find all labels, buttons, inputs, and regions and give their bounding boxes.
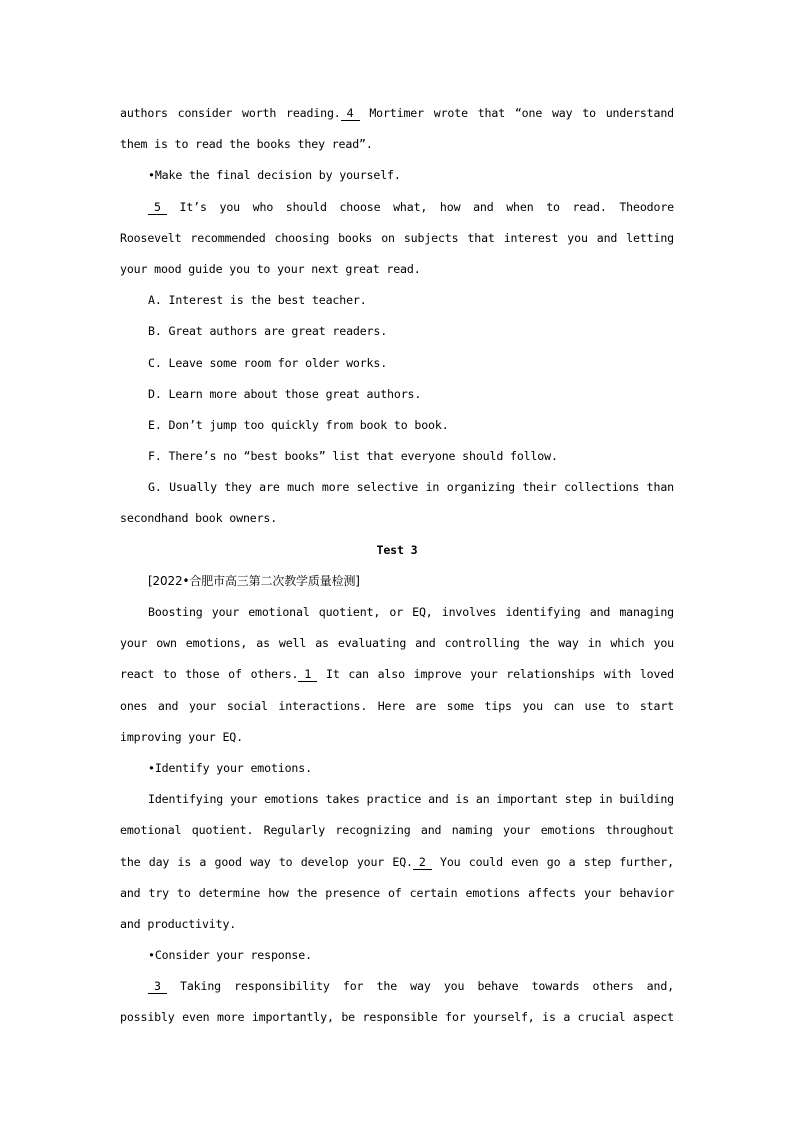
text-line: your mood guide you to your next great read. <box>120 261 421 276</box>
text-line <box>120 192 674 223</box>
option-g: G. Usually they are much more selective in organizing their collections than <box>148 480 674 495</box>
text-span: You could even go a step further, <box>440 854 674 869</box>
text-line <box>120 971 674 1002</box>
document-page <box>120 98 674 1034</box>
text-line: possibly even more importantly, be responsible for yourself, is a crucial aspect <box>120 1010 674 1025</box>
source-citation: [2022•合肥市高三第二次教学质量检测] <box>148 573 360 588</box>
text-span: It can also improve your relationships with loved <box>325 667 674 682</box>
text-line: and productivity. <box>120 916 237 931</box>
option-b: B. Great authors are great readers. <box>148 324 388 339</box>
option-a: A. Interest is the best teacher. <box>148 293 367 308</box>
text-line <box>120 659 674 690</box>
text-line: your own emotions, as well as evaluating and controlling the way in which you <box>120 636 674 651</box>
answer-blank-5: 5 <box>148 200 167 215</box>
answer-blank-4: 4 <box>341 106 360 121</box>
text-span: Mortimer wrote that “one way to understand <box>369 106 674 120</box>
text-span: It’s you who should choose what, how and when to read. Theodore <box>179 199 674 214</box>
option-c: C. Leave some room for older works. <box>148 355 388 370</box>
text-line: Identifying your emotions takes practice and is an important step in building <box>148 792 674 807</box>
option-e: E. Don’t jump too quickly from book to book. <box>148 417 449 432</box>
bullet-heading: •Identify your emotions. <box>148 760 312 775</box>
answer-blank-2: 2 <box>413 855 432 870</box>
text-span: authors consider worth reading. <box>120 106 341 120</box>
answer-blank-1: 1 <box>298 667 317 682</box>
option-d: D. Learn more about those great authors. <box>148 386 422 401</box>
bullet-heading: •Make the final decision by yourself. <box>148 168 401 183</box>
text-line: improving your EQ. <box>120 729 243 744</box>
option-f: F. There’s no “best books” list that everyone should follow. <box>148 449 558 464</box>
text-span: Taking responsibility for the way you behave towards others and, <box>180 979 674 994</box>
answer-blank-3: 3 <box>148 979 167 994</box>
bullet-heading: •Consider your response. <box>148 948 312 963</box>
text-span: the day is a good way to develop your EQ. <box>120 854 413 869</box>
test-title: Test 3 <box>376 542 418 557</box>
text-line <box>120 98 674 129</box>
text-line <box>120 847 674 878</box>
text-line: and try to determine how the presence of certain emotions affects your behavior <box>120 885 674 900</box>
text-line: ones and your social interactions. Here are some tips you can use to start <box>120 698 674 713</box>
text-line: Boosting your emotional quotient, or EQ, involves identifying and managing <box>148 605 674 619</box>
text-line: emotional quotient. Regularly recognizing and naming your emotions throughout <box>120 823 674 838</box>
option-g-continuation: secondhand book owners. <box>120 511 278 526</box>
text-line: Roosevelt recommended choosing books on subjects that interest you and letting <box>120 230 674 245</box>
text-span: react to those of others. <box>120 667 299 682</box>
text-line: them is to read the books they read”. <box>120 137 373 152</box>
